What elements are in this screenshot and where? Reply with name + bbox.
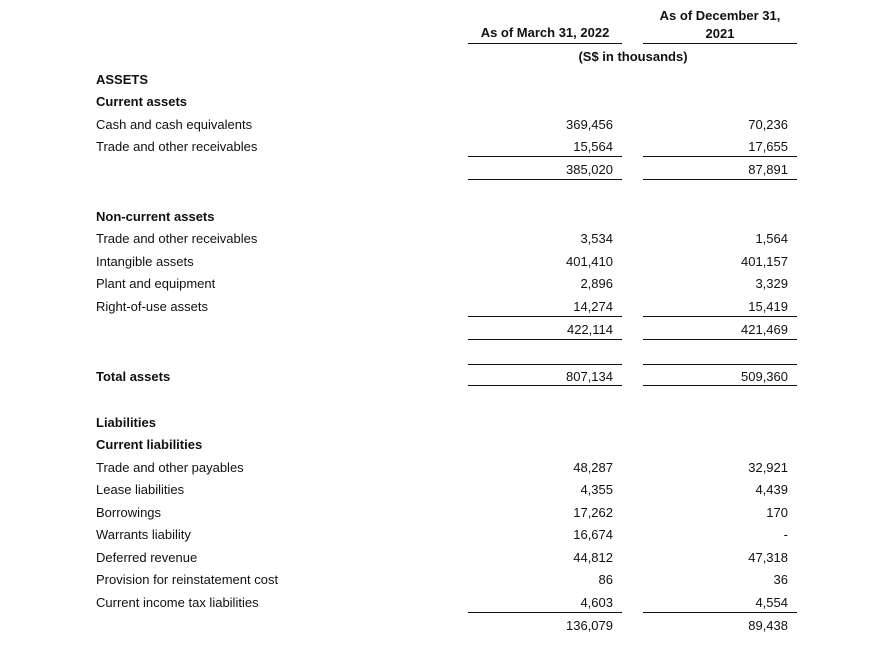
row-label: Trade and other receivables: [96, 139, 258, 154]
value-march-2022: 15,564: [573, 139, 613, 154]
value-march-2022: 401,410: [566, 254, 613, 269]
subtotal-rule: [643, 612, 797, 613]
table-row: [0, 481, 888, 499]
value-march-2022: 14,274: [573, 299, 613, 314]
total-rule: [468, 179, 622, 180]
subtotal-rule: [468, 156, 622, 157]
subtotal-row: [0, 321, 888, 339]
value-march-2022: 17,262: [573, 505, 613, 520]
column-header-rule-1: [468, 43, 622, 44]
value-december-2021: 1,564: [755, 231, 788, 246]
subtotal-row: [0, 161, 888, 179]
value-december-2021: 36: [773, 572, 788, 587]
subtotal-rule: [643, 156, 797, 157]
value-march-2022: 44,812: [573, 550, 613, 565]
total-assets-bottom-rule: [643, 385, 797, 386]
column-header-rule-2: [643, 43, 797, 44]
table-row: [0, 504, 888, 522]
table-row: [0, 275, 888, 293]
value-march-2022: 3,534: [580, 231, 613, 246]
row-label: Deferred revenue: [96, 550, 198, 565]
current-assets-total-march-2022: 385,020: [566, 162, 613, 177]
table-row: [0, 549, 888, 567]
row-label: Lease liabilities: [96, 482, 185, 497]
row-label: Intangible assets: [96, 254, 194, 269]
total-assets-top-rule: [468, 364, 622, 365]
subtotal-row: [0, 617, 888, 635]
column-header-december-2021-line1: As of December 31,: [659, 8, 781, 23]
subtotal-rule: [643, 316, 797, 317]
value-march-2022: 369,456: [566, 117, 613, 132]
value-december-2021: 15,419: [748, 299, 788, 314]
column-header-march-2022: As of March 31, 2022: [480, 25, 610, 40]
row-label: Right-of-use assets: [96, 299, 208, 314]
row-label: Trade and other receivables: [96, 231, 258, 246]
row-label: Provision for reinstatement cost: [96, 572, 279, 587]
row-label: Warrants liability: [96, 527, 191, 542]
total-rule: [468, 339, 622, 340]
value-march-2022: 16,674: [573, 527, 613, 542]
units-caption: (S$ in thousands): [578, 49, 688, 64]
value-march-2022: 2,896: [580, 276, 613, 291]
section-heading-row: [0, 71, 888, 89]
table-row: [0, 594, 888, 612]
section-heading-row: [0, 208, 888, 226]
value-december-2021: -: [783, 527, 788, 542]
section-heading-row: [0, 93, 888, 111]
current-liabilities-heading: Current liabilities: [96, 437, 203, 452]
value-december-2021: 17,655: [748, 139, 788, 154]
subtotal-rule: [468, 612, 622, 613]
total-assets-row: [0, 368, 888, 386]
table-row: [0, 116, 888, 134]
current-liabilities-total-march-2022: 136,079: [566, 618, 613, 633]
assets-heading: ASSETS: [96, 72, 149, 87]
table-row: [0, 571, 888, 589]
value-march-2022: 48,287: [573, 460, 613, 475]
table-row: [0, 459, 888, 477]
non-current-assets-total-march-2022: 422,114: [566, 322, 613, 337]
value-march-2022: 4,603: [580, 595, 613, 610]
value-december-2021: 47,318: [748, 550, 788, 565]
value-december-2021: 3,329: [755, 276, 788, 291]
total-assets-march-2022: 807,134: [566, 369, 613, 384]
column-header-december-2021-line2: 2021: [705, 26, 735, 41]
value-december-2021: 70,236: [748, 117, 788, 132]
current-assets-heading: Current assets: [96, 94, 188, 109]
total-rule: [643, 179, 797, 180]
value-march-2022: 4,355: [580, 482, 613, 497]
table-row: [0, 230, 888, 248]
value-december-2021: 32,921: [748, 460, 788, 475]
total-assets-bottom-rule: [468, 385, 622, 386]
row-label: Current income tax liabilities: [96, 595, 259, 610]
table-row: [0, 138, 888, 156]
value-december-2021: 4,554: [755, 595, 788, 610]
non-current-assets-heading: Non-current assets: [96, 209, 215, 224]
row-label: Cash and cash equivalents: [96, 117, 253, 132]
subtotal-rule: [468, 316, 622, 317]
total-rule: [643, 339, 797, 340]
non-current-assets-total-december-2021: 421,469: [741, 322, 788, 337]
table-row: [0, 526, 888, 544]
row-label: Trade and other payables: [96, 460, 244, 475]
section-heading-row: [0, 436, 888, 454]
row-label: Borrowings: [96, 505, 162, 520]
table-row: [0, 298, 888, 316]
value-december-2021: 170: [766, 505, 788, 520]
row-label: Plant and equipment: [96, 276, 216, 291]
total-assets-december-2021: 509,360: [741, 369, 788, 384]
value-december-2021: 401,157: [741, 254, 788, 269]
total-assets-top-rule: [643, 364, 797, 365]
total-assets-label: Total assets: [96, 369, 171, 384]
current-liabilities-total-december-2021: 89,438: [748, 618, 788, 633]
value-december-2021: 4,439: [755, 482, 788, 497]
table-row: [0, 253, 888, 271]
current-assets-total-december-2021: 87,891: [748, 162, 788, 177]
section-heading-row: [0, 414, 888, 432]
liabilities-heading: Liabilities: [96, 415, 156, 430]
value-march-2022: 86: [598, 572, 613, 587]
